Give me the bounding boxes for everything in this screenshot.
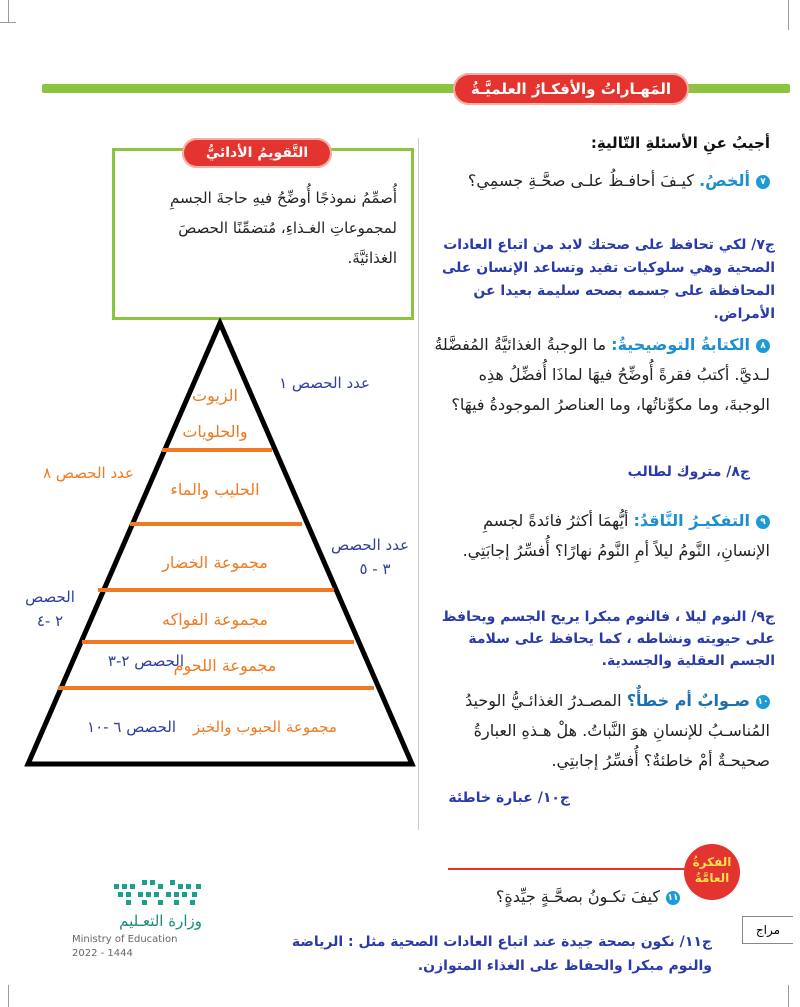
side-tab[interactable]: مراج [742,916,793,944]
ministry-name-ar: وزارة التعـليم [119,912,202,930]
level-name: مجموعة الفواكه [162,610,268,629]
pyramid-divider [130,522,302,526]
answer-10: ج١٠/ عبارة خاطئة [448,790,570,806]
answer-8: ج٨/ متروك لطالب [627,464,750,480]
question-7 [430,166,770,196]
pyramid-divider [98,588,334,592]
q8-number: ٨ [756,339,770,353]
servings-label: الحصص ٢-٣ [107,652,184,670]
level-name: والحلويات [182,422,248,441]
crop-mark [788,985,789,1007]
ministry-year: 2022 - 1444 [72,948,133,959]
servings-label: عدد الحصص [330,536,410,554]
ministry-logo-icon [112,880,208,910]
servings-label: الحصص [25,588,75,606]
questions-intro: أجيبُ عنِ الأسئلةِ التّاليةِ: [590,134,770,152]
crop-mark [8,0,9,22]
level-name: الحليب والماء [170,480,260,499]
q7-number: ٧ [756,175,770,189]
section-title: المَهـاراتُ والأفكـارُ العلميَّـةُ [453,73,689,105]
q7-text: كيـفَ أحافـظُ علـى صحَّـةِ جسمِي؟ [467,171,694,190]
answer-9: ج٩/ النوم ليلا ، فالنوم مبكرا يريح الجسم ويحافظ على حيويته ونشاطه ، كما يحافظ على سلامة الجسم العقلية والجسدية. [441,609,775,669]
q9-text: أيُّهمَا أكثرُ فائدةً لجسمِ الإنسانِ، النَّومُ ليلاً أمِ النَّومُ نهارًا؟ أُفسِّرُ إجابَتِي. [462,511,770,560]
ministry-name-en: Ministry of Education [72,934,178,945]
question-10 [430,686,770,776]
answer-11: ج١١/ نكون بصحة جيدة عند اتباع العادات الصحية مثل : الرياضة والنوم مبكرا والحفاظ على الغذاء المتوازن. [291,934,712,974]
crop-mark [0,22,16,23]
assessment-box [112,148,414,320]
level-name: مجموعة الحبوب والخبز [193,718,337,736]
pyramid-divider [162,448,272,452]
servings-label: عدد الحصص ٨ [43,464,134,482]
level-name: الزيوت [192,386,238,405]
pyramid-divider [82,640,354,644]
servings-label: عدد الحصص ١ [279,374,370,392]
q9-number: ٩ [756,515,770,529]
servings-label: ٢ -٤ [36,612,64,630]
q11-number: ١١ [667,892,679,903]
servings-label: الحصص ٦ -١٠ [87,718,176,736]
question-9 [430,506,770,566]
crop-mark [788,0,789,30]
pyramid-divider [58,686,374,690]
q10-text: المصـدرُ الغذائـيُّ الوحيدُ المُناسـبُ للإنسانِ هوَ النَّباتُ. هلْ هـذهِ العبارةُ صحيحـةٌ أمْ خاطئةٌ؟ أُفسِّرُ إجابتِي. [465,691,770,770]
q8-text: ما الوجبةُ الغذائيَّةُ المُفضَّلةُ لـديَّ. أكتبُ فقرةً أُوضِّحُ فيهَا لماذَا أُفضِّلُ هذِه الوجبةَ، وما مكوِّناتُها، وما العناصرُ الموجودةُ فيهَا؟ [434,335,770,414]
question-8 [430,330,770,420]
q7-label: ألخصُ. [699,171,750,190]
level-name: مجموعة الخضار [162,553,268,572]
servings-label: ٣ - ٥ [359,560,391,578]
big-idea-badge: الفكرةُ العامَّةُ [684,844,740,900]
assessment-title: التَّقويمُ الأدائيُّ [182,138,332,168]
assessment-text: أُصمِّمُ نموذجًا أُوضِّحُ فيهِ حاجةَ الجسمِ لمجموعاتِ الغـذاءِ، مُتضمِّنًا الحصصَ الغذائيَّةَ. [169,189,397,267]
q11-text: كيفَ تكـونُ بصحَّـةٍ جيِّدةٍ؟ [495,887,660,906]
question-11 [430,882,680,912]
crop-mark [8,985,9,1007]
big-idea-line [448,868,688,870]
q9-label: التفكيـرُ النَّاقدُ: [633,511,750,530]
q10-number: ١٠ [757,696,769,707]
q10-label: صـوابٌ أم خطأٌ؟ [626,691,750,710]
q8-label: الكتابةُ التوضيحيةُ: [611,335,750,354]
answer-7: ج٧/ لكي تحافظ على صحتك لابد من اتباع العادات الصحية وهي سلوكيات تفيد وتساعد الإنسان على المحافظة على جسمه بصحه سليمة بعيدا عن الأمراض. [441,237,775,322]
level-name: مجموعة اللحوم [173,656,277,675]
